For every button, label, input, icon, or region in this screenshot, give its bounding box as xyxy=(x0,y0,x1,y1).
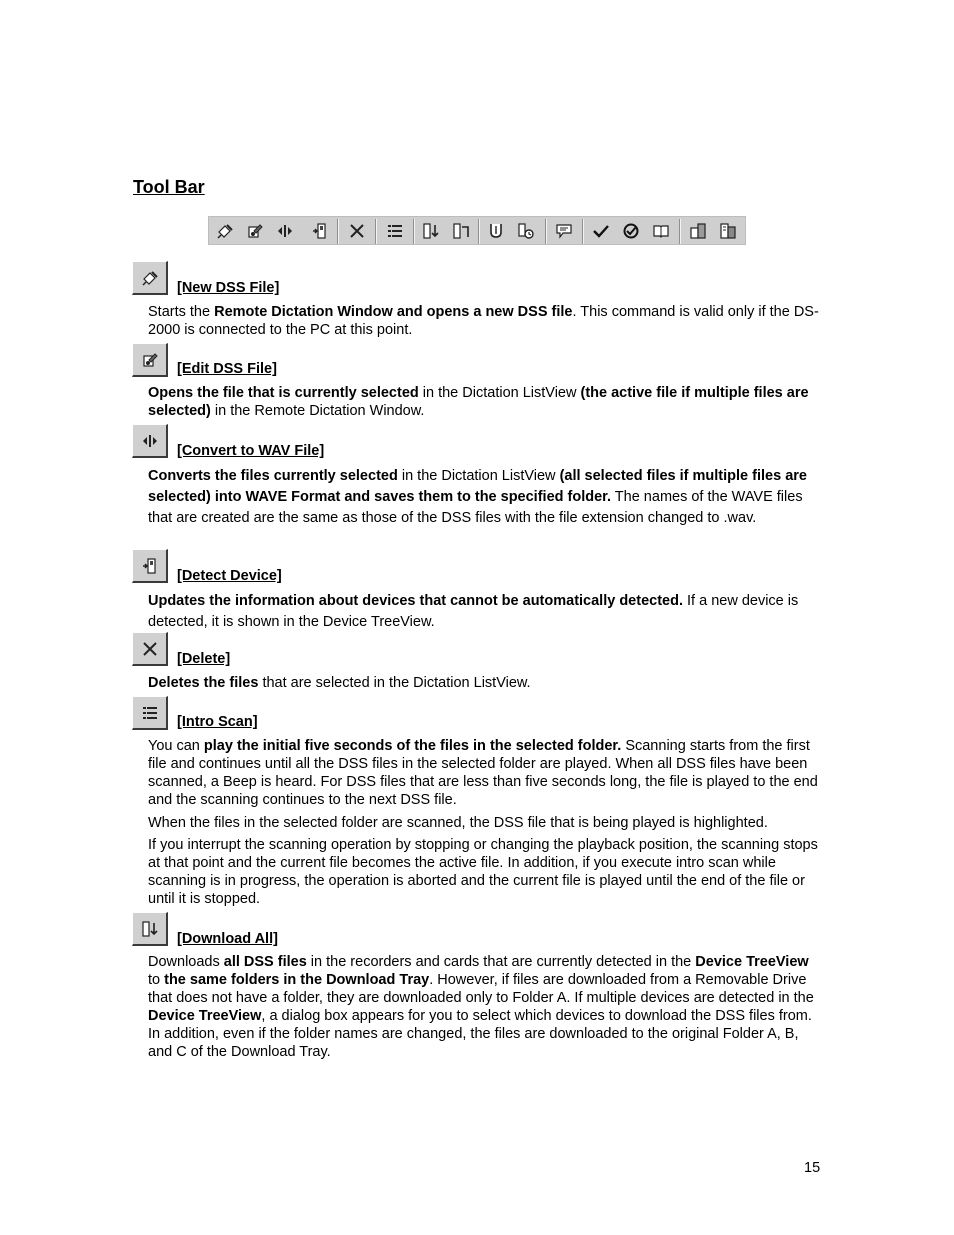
intro-scan-interrupt-note: If you interrupt the scanning operation by stopping or changing the playback position, the scanning stops at that point and the current file becomes the active file. In addition, if you execute intro scan while scanning is in progress, the operation is aborted and the current file is played until the end of the file or until it is stopped. xyxy=(148,837,818,907)
edit-dss-file-icon[interactable] xyxy=(244,220,266,242)
detect-device-icon xyxy=(132,549,168,583)
detect-device-heading: [Detect Device] xyxy=(177,568,282,584)
properties-icon[interactable] xyxy=(687,220,709,242)
upload-icon[interactable] xyxy=(485,220,507,242)
intro-scan-heading: [Intro Scan] xyxy=(177,714,258,730)
delete-description: Deletes the files that are selected in the Dictation ListView. xyxy=(148,675,531,691)
settings-icon[interactable] xyxy=(717,220,739,242)
delete-heading: [Delete] xyxy=(177,651,231,667)
finished-icon[interactable] xyxy=(620,220,642,242)
check-icon[interactable] xyxy=(590,220,612,242)
delete-icon[interactable] xyxy=(346,220,368,242)
section-title: Tool Bar xyxy=(133,177,205,197)
comment-icon[interactable] xyxy=(553,220,575,242)
tool-bar xyxy=(208,216,746,245)
page-number: 15 xyxy=(804,1160,821,1176)
new-dss-file-icon xyxy=(132,261,168,295)
detect-device-description: Updates the information about devices that cannot be automatically detected. If a new device is detected, it is shown in the Device TreeView. xyxy=(148,593,799,630)
convert-wav-description: Converts the files currently selected in the Dictation ListView (all selected files if multiple files are selected) into WAVE Format and saves them to the specified folder. The names of the WAVE files that are created are the same as those of the DSS files with the file extension changed to .wav. xyxy=(148,468,807,526)
intro-scan-icon[interactable] xyxy=(384,220,406,242)
edit-dss-file-description: Opens the file that is currently selected in the Dictation ListView (the active file if multiple files are selected) in the Remote Dictation Window. xyxy=(148,385,809,419)
new-dss-file-description: Starts the Remote Dictation Window and opens a new DSS file. This command is valid only if the DS-2000 is connected to the PC at this point. xyxy=(148,304,819,338)
intro-scan-icon xyxy=(132,696,168,730)
intro-scan-highlight-note: When the files in the selected folder are scanned, the DSS file that is being played is highlighted. xyxy=(148,815,768,831)
download-all-description: Downloads all DSS files in the recorders and cards that are currently detected in the Device TreeView to the same folders in the Download Tray. However, if files are downloaded from a Removable Drive that does not have a folder, they are downloaded only to Folder A. If multiple devices are detected in the Device TreeView, a dialog box appears for you to select which devices to download the DSS files from. In addition, even if the folder names are changed, the files are downloaded to the original Folder A, B, and C of the Download Tray. xyxy=(148,954,814,1060)
delete-icon xyxy=(132,632,168,666)
download-all-heading: [Download All] xyxy=(177,931,278,947)
edit-dss-file-icon xyxy=(132,343,168,377)
edit-dss-file-heading: [Edit DSS File] xyxy=(177,361,277,377)
transcribe-icon[interactable] xyxy=(515,220,537,242)
new-dss-file-heading: [New DSS File] xyxy=(177,280,280,296)
intro-scan-description: You can play the initial five seconds of the files in the selected folder. Scanning starts from the first file and continues until all the DSS files in the selected folder are played. When all DSS files have been scanned, a Beep is heard. For DSS files that are less than five seconds long, the file is played to the end and the scanning continues to the next DSS file. xyxy=(148,738,818,808)
new-dss-file-icon[interactable] xyxy=(214,220,236,242)
convert-wav-icon[interactable] xyxy=(274,220,296,242)
download-all-icon[interactable] xyxy=(420,220,442,242)
convert-wav-icon xyxy=(132,424,168,458)
download-all-icon xyxy=(132,912,168,946)
download-selected-icon[interactable] xyxy=(450,220,472,242)
book-icon[interactable] xyxy=(650,220,672,242)
convert-wav-heading: [Convert to WAV File] xyxy=(177,443,325,459)
detect-device-icon[interactable] xyxy=(309,220,331,242)
